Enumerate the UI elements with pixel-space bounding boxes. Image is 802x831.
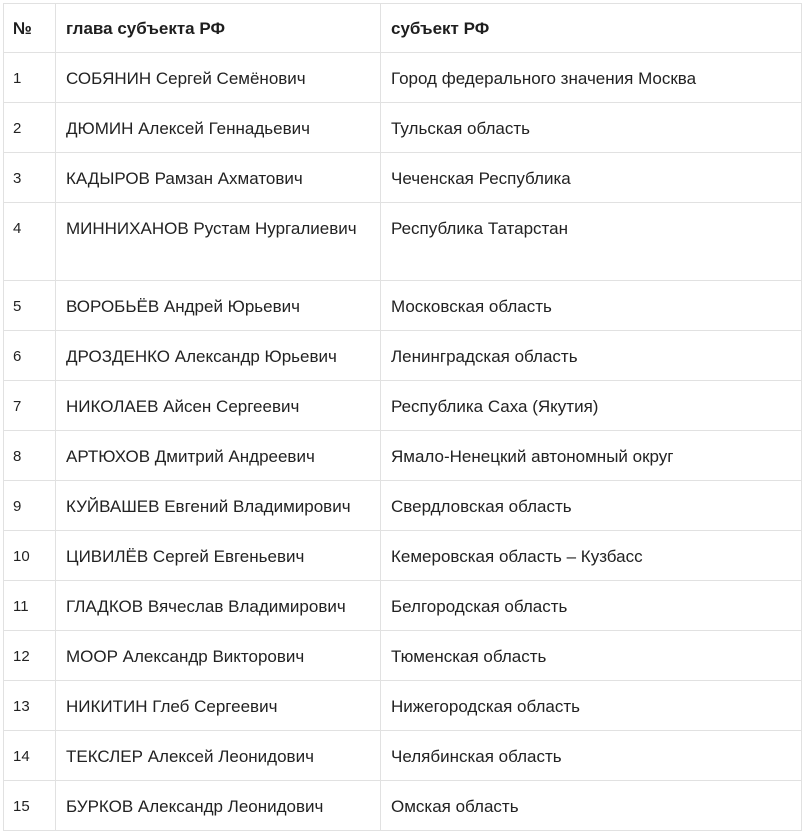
row-number: 10	[4, 531, 56, 581]
table-row	[4, 731, 802, 781]
table-row	[4, 331, 802, 381]
row-subject: Город федерального значения Москва	[381, 53, 802, 103]
row-subject: Нижегородская область	[381, 681, 802, 731]
table-row	[4, 781, 802, 831]
header-number: №	[4, 4, 56, 53]
table-row	[4, 631, 802, 681]
row-subject: Ямало-Ненецкий автономный округ	[381, 431, 802, 481]
row-number: 1	[4, 53, 56, 103]
table-row	[4, 431, 802, 481]
row-head: НИКИТИН Глеб Сергеевич	[56, 681, 381, 731]
row-number: 9	[4, 481, 56, 531]
row-subject: Ленинградская область	[381, 331, 802, 381]
row-number: 6	[4, 331, 56, 381]
row-head: НИКОЛАЕВ Айсен Сергеевич	[56, 381, 381, 431]
row-number: 4	[4, 203, 56, 281]
row-number: 7	[4, 381, 56, 431]
row-head: КУЙВАШЕВ Евгений Владимирович	[56, 481, 381, 531]
row-subject: Тульская область	[381, 103, 802, 153]
row-number: 13	[4, 681, 56, 731]
header-subject: субъект РФ	[381, 4, 802, 53]
row-head: ВОРОБЬЁВ Андрей Юрьевич	[56, 281, 381, 331]
row-head: ЦИВИЛЁВ Сергей Евгеньевич	[56, 531, 381, 581]
table-row	[4, 381, 802, 431]
row-head: МИННИХАНОВ Рустам Нургалиевич	[56, 203, 381, 281]
row-head: ДЮМИН Алексей Геннадьевич	[56, 103, 381, 153]
row-number: 14	[4, 731, 56, 781]
row-number: 3	[4, 153, 56, 203]
row-subject: Челябинская область	[381, 731, 802, 781]
row-subject: Омская область	[381, 781, 802, 831]
table-row	[4, 153, 802, 203]
row-head: МООР Александр Викторович	[56, 631, 381, 681]
row-number: 12	[4, 631, 56, 681]
table-row	[4, 53, 802, 103]
table-header-row	[4, 4, 802, 53]
row-head: АРТЮХОВ Дмитрий Андреевич	[56, 431, 381, 481]
table-row	[4, 281, 802, 331]
row-number: 2	[4, 103, 56, 153]
row-head: КАДЫРОВ Рамзан Ахматович	[56, 153, 381, 203]
table-row	[4, 203, 802, 281]
row-head: ТЕКСЛЕР Алексей Леонидович	[56, 731, 381, 781]
row-subject: Республика Саха (Якутия)	[381, 381, 802, 431]
row-head: ДРОЗДЕНКО Александр Юрьевич	[56, 331, 381, 381]
table-row	[4, 481, 802, 531]
governors-table	[3, 3, 802, 831]
row-head: ГЛАДКОВ Вячеслав Владимирович	[56, 581, 381, 631]
row-head: СОБЯНИН Сергей Семёнович	[56, 53, 381, 103]
table-row	[4, 531, 802, 581]
row-number: 15	[4, 781, 56, 831]
row-head: БУРКОВ Александр Леонидович	[56, 781, 381, 831]
row-number: 11	[4, 581, 56, 631]
row-subject: Свердловская область	[381, 481, 802, 531]
row-subject: Тюменская область	[381, 631, 802, 681]
row-subject: Кемеровская область – Кузбасс	[381, 531, 802, 581]
table-row	[4, 681, 802, 731]
header-head-of-subject: глава субъекта РФ	[56, 4, 381, 53]
row-number: 5	[4, 281, 56, 331]
row-subject: Московская область	[381, 281, 802, 331]
row-number: 8	[4, 431, 56, 481]
row-subject: Республика Татарстан	[381, 203, 802, 281]
row-subject: Белгородская область	[381, 581, 802, 631]
table-row	[4, 103, 802, 153]
row-subject: Чеченская Республика	[381, 153, 802, 203]
table-row	[4, 581, 802, 631]
